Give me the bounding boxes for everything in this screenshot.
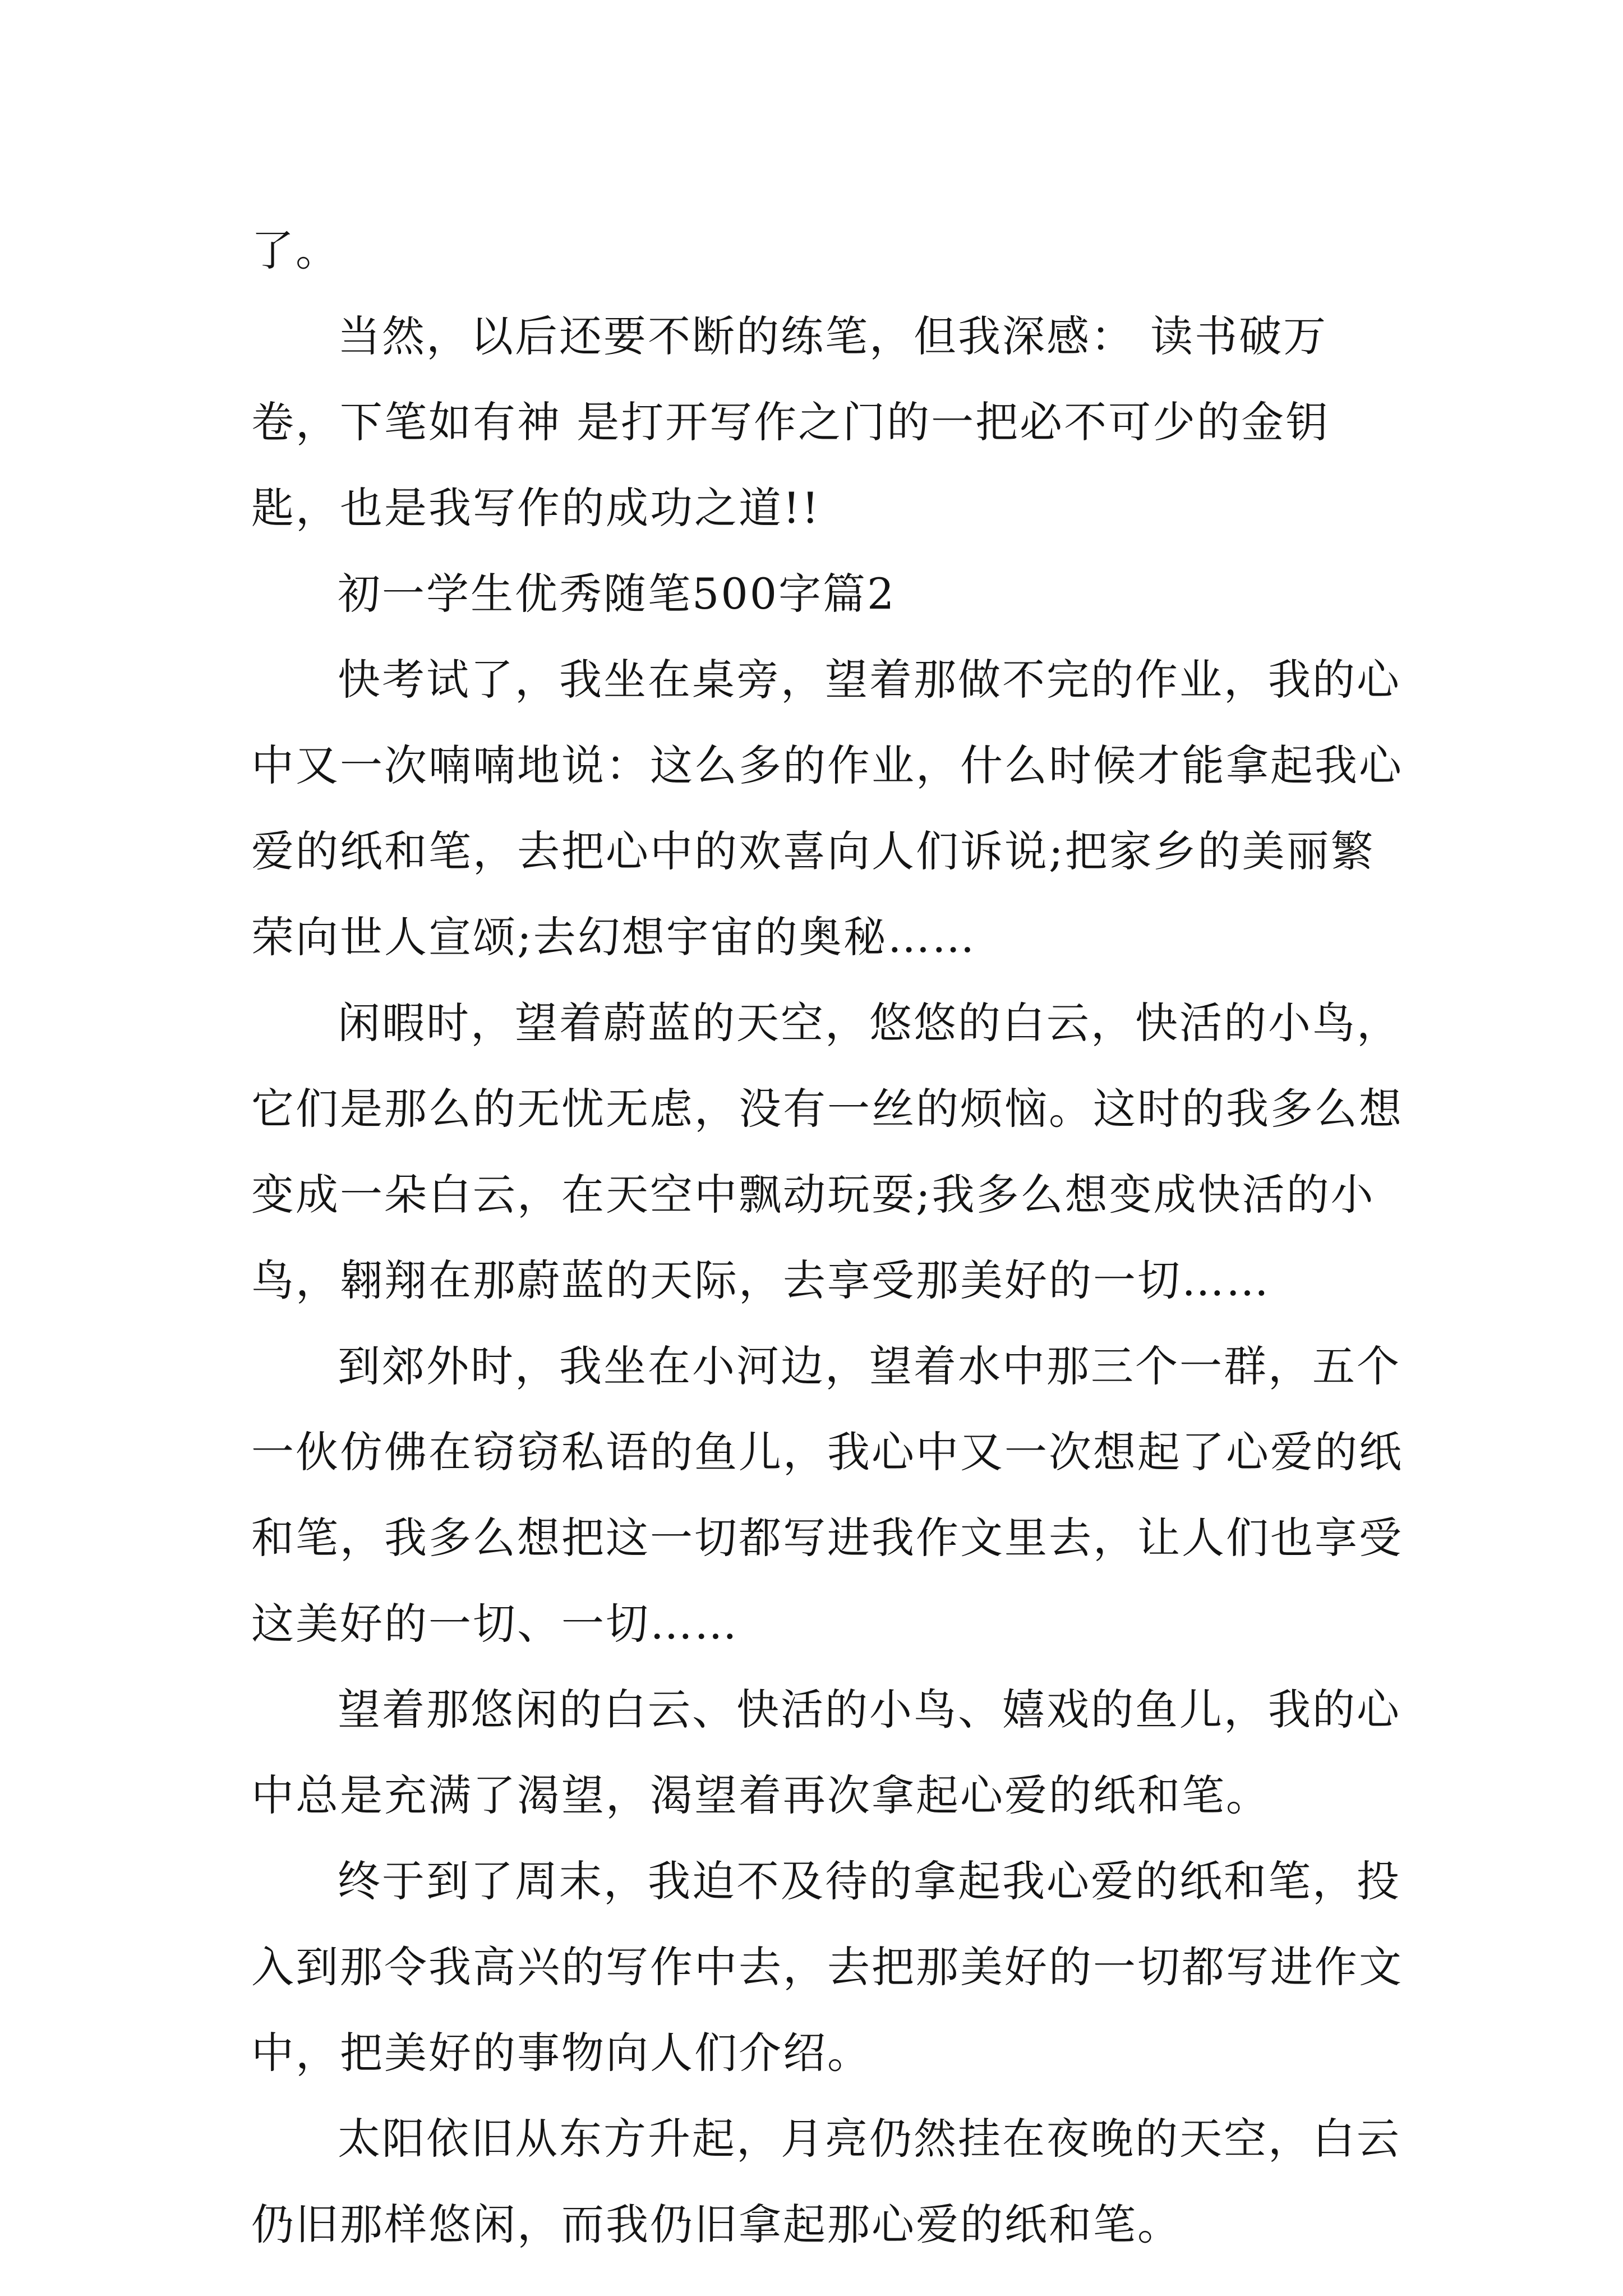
document-body xyxy=(251,208,1407,2267)
paragraph-weekend: 终于到了周末，我迫不及待的拿起我心爱的纸和笔，投入到那令我高兴的写作中去，去把那美好的一切都写进作文中，把美好的事物向人们介绍。 xyxy=(251,1856,1403,2078)
section-heading: 初一学生优秀随笔500字篇2 xyxy=(338,569,896,619)
paragraph-exam: 快考试了，我坐在桌旁，望着那做不完的作业，我的心中又一次喃喃地说：这么多的作业，什么时候才能拿起我心爱的纸和笔，去把心中的欢喜向人们诉说;把家乡的美丽繁荣向世人宣颂;去幻想宇宙的奥秘…… xyxy=(251,655,1403,962)
paragraph-closing: 太阳依旧从东方升起，月亮仍然挂在夜晚的天空，白云仍旧那样悠闲，而我仍旧拿起那心爱的纸和笔。 xyxy=(251,2114,1401,2249)
paragraph-leisure: 闲暇时，望着蔚蓝的天空，悠悠的白云，快活的小鸟，它们是那么的无忧无虑，没有一丝的烦恼。这时的我多么想变成一朵白云，在天空中飘动玩耍;我多么想变成快活的小鸟，翱翔在那蔚蓝的天际，去享受那美好的一切…… xyxy=(251,998,1403,1305)
paragraph-continuation: 了。 xyxy=(251,226,340,275)
paragraph-riverside: 到郊外时，我坐在小河边，望着水中那三个一群，五个一伙仿佛在窃窃私语的鱼儿，我心中又一次想起了心爱的纸和笔，我多么想把这一切都写进我作文里去，让人们也享受这美好的一切、一切…… xyxy=(251,1341,1403,1649)
paragraph-conclusion: 当然，以后还要不断的练笔，但我深感： 读书破万卷，下笔如有神 是打开写作之门的一把必不可少的金钥匙，也是我写作的成功之道!! xyxy=(251,311,1330,533)
paragraph-longing: 望着那悠闲的白云、快活的小鸟、嬉戏的鱼儿，我的心中总是充满了渴望，渴望着再次拿起心爱的纸和笔。 xyxy=(251,1685,1401,1820)
